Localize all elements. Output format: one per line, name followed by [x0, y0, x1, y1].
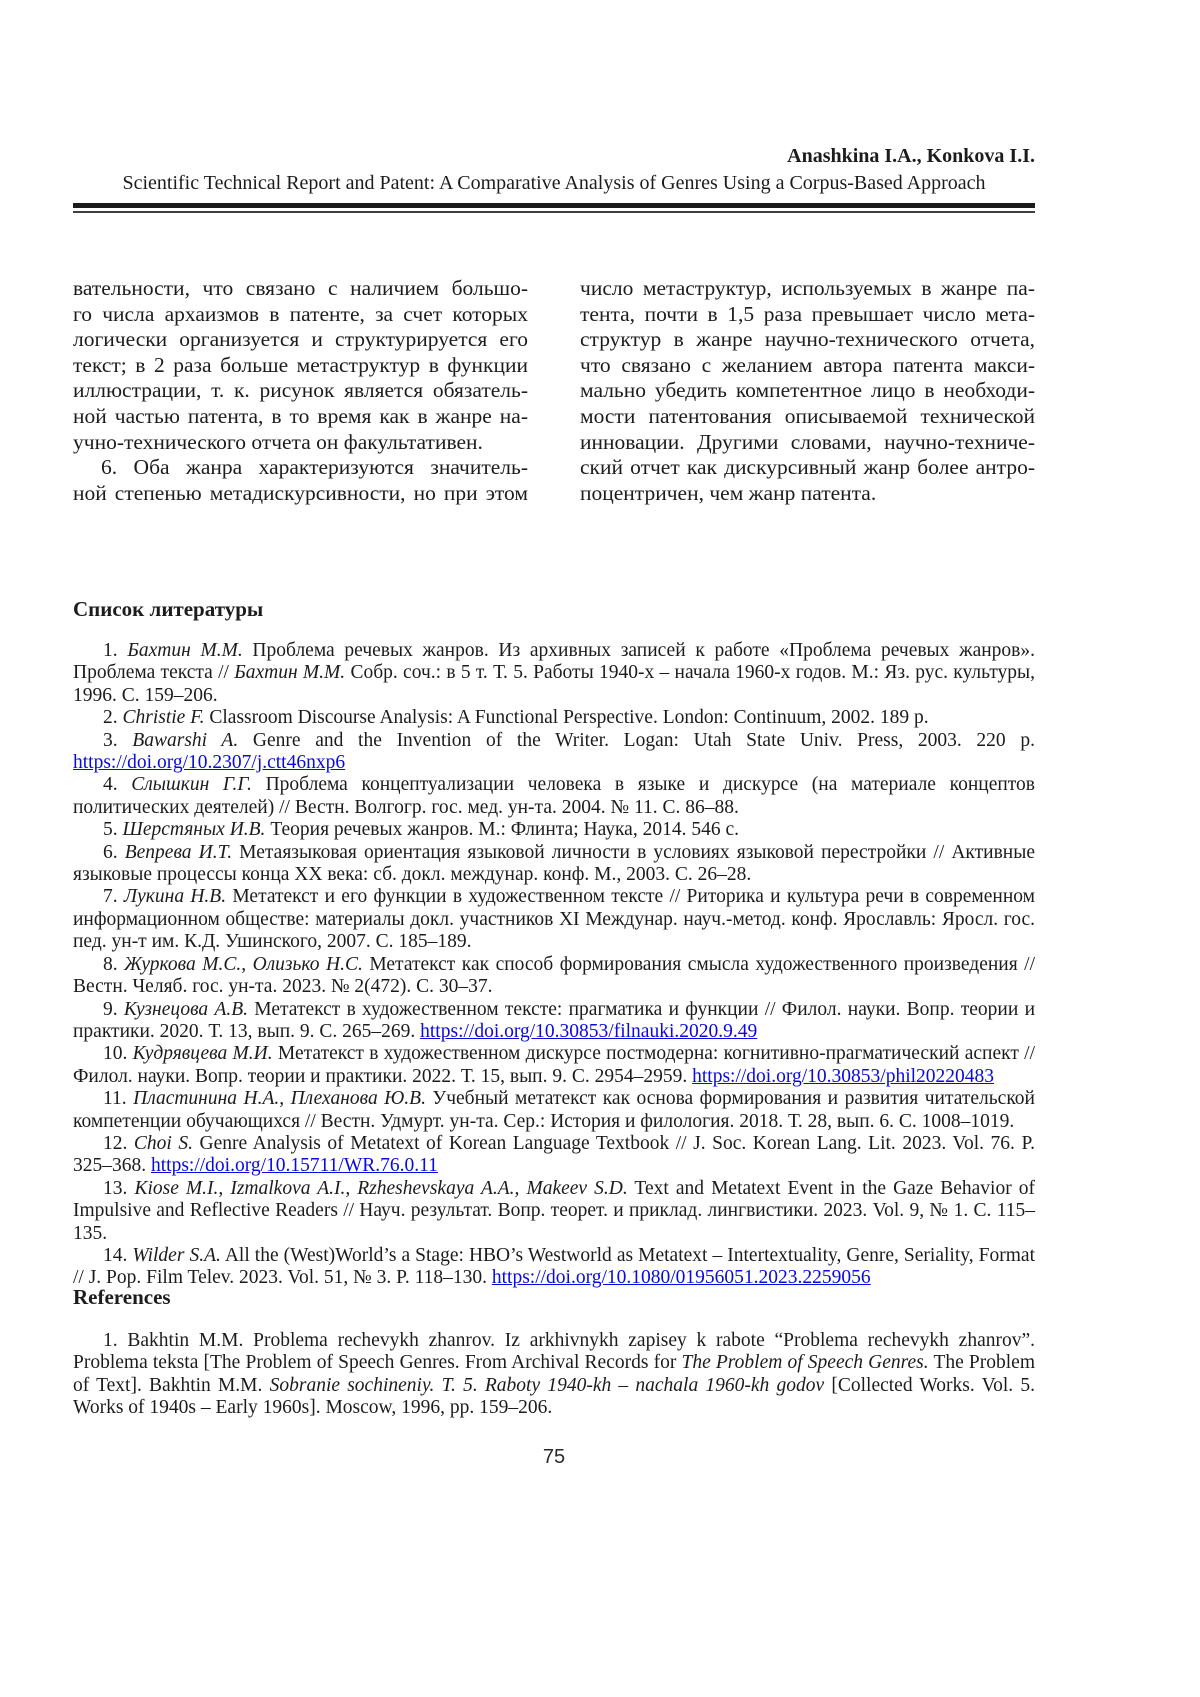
page-number: 75: [542, 1446, 566, 1468]
reference-item: [73, 886, 1035, 953]
reference-text: 14.: [103, 1244, 133, 1266]
reference-text: Text and Metatext Event in the Gaze Behavior of Impulsive and Reflective Readers // Науч. результат. Вопр. теорет. и приклад. лингвистики. 2023. Vol. 9, № 1. С. 115–135.: [73, 1177, 1035, 1244]
reference-item: [73, 954, 1035, 999]
body-line: учно-технического отчета он факультативен.: [73, 429, 483, 454]
body-line: иллюстрации, т. к. рисунок является обязатель-: [73, 378, 528, 403]
references-en-list: [73, 1330, 1035, 1420]
doi-link[interactable]: https://doi.org/10.15711/WR.76.0.11: [151, 1155, 438, 1177]
body-line: вательности, что связано с наличием большо-: [73, 276, 528, 300]
body-line: мости патентования описываемой технической: [580, 403, 1035, 428]
reference-text: Genre and the Invention of the Writer. Logan: Utah State Univ. Press, 2003. 220 p.: [238, 729, 1035, 751]
reference-item: [73, 819, 1035, 841]
reference-text: Проблема концептуализации человека в языке и дискурсе (на материале концептов политических деятелей) // Вестн. Волгогр. гос. мед. ун-та. 2004. № 11. С. 86–88.: [73, 774, 1036, 818]
reference-text: 9.: [103, 998, 124, 1020]
reference-text: 1. Bakhtin M.M. Problema rechevykh zhanrov. Iz arkhivnykh zapisey k rabote “Problema rechevykh zhanrov”. Problema teksta [The Problem of Speech Genres. From Archival Records for: [73, 1330, 1035, 1374]
reference-authors: The Problem of Speech Genres.: [681, 1352, 929, 1374]
header-rule-thin: [73, 211, 1035, 213]
header-authors: Anashkina I.A., Konkova I.I.: [787, 145, 1035, 167]
reference-item: [73, 640, 1035, 707]
body-line: инновации. Другими словами, научно-техниче-: [580, 429, 1035, 454]
reference-item: [73, 1245, 1035, 1290]
reference-item: [73, 707, 1035, 729]
reference-text: 6.: [103, 841, 125, 863]
reference-authors: Пластинина Н.А., Плеханова Ю.В.: [133, 1088, 426, 1110]
doi-link[interactable]: https://doi.org/10.1080/01956051.2023.2259056: [491, 1267, 871, 1289]
reference-text: 12.: [103, 1132, 134, 1154]
reference-authors: Бахтин М.М.: [234, 662, 346, 684]
reference-text: 2.: [103, 707, 123, 729]
references-ru-heading: Список литературы: [73, 597, 264, 621]
reference-text: Метатекст как способ формирования смысла художественного произведения // Вестн. Челяб. гос. ун-та. 2023. № 2(472). С. 30–37.: [73, 953, 1035, 998]
reference-text: Метатекст и его функции в художественном тексте // Риторика и культура речи в современном информационном обществе: материалы докл. участников XI Междунар. науч.-метод. конф. Ярославль: Яросл. гос. пед. ун-т им. К.Д. Ушинского, 2007. С. 185–189.: [73, 886, 1036, 953]
reference-text: Теория речевых жанров. М.: Флинта; Наука, 2014. 546 с.: [265, 819, 739, 841]
reference-authors: Kiose M.I., Izmalkova A.I., Rzheshevskaya A.A., Makeev S.D.: [134, 1177, 628, 1199]
body-line: логически организуется и структурируется его: [73, 327, 528, 352]
doi-link[interactable]: https://doi.org/10.30853/phil20220483: [692, 1065, 995, 1087]
reference-text: Учебный метатекст как основа формирования и развития читательской компетенции обучающихся // Вестн. Удмурт. ун-та. Сер.: История и филология. 2018. Т. 28, вып. 6. С. 1008–1019.: [73, 1088, 1035, 1132]
reference-text: Метатекст в художественном тексте: прагматика и функции // Филол. науки. Вопр. теории и практики. 2020. Т. 13, вып. 9. С. 265–269.: [73, 998, 1036, 1042]
body-text-columns: [73, 276, 1035, 506]
body-line: тента, почти в 1,5 раза превышает число мета-: [580, 301, 1035, 326]
header-title: Scientific Technical Report and Patent: A Comparative Analysis of Genres Using a Corpus-Based Approach: [122, 172, 986, 194]
reference-item: [73, 1133, 1035, 1178]
body-line: ной степенью метадискурсивности, но при этом: [73, 480, 528, 505]
reference-text: [Collected Works. Vol. 5. Works of 1940s – Early 1960s]. Moscow, 1996, pp. 159–206.: [73, 1374, 1035, 1419]
doi-link[interactable]: https://doi.org/10.2307/j.ctt46nxp6: [73, 752, 346, 774]
reference-authors: Журкова М.С., Олизько Н.С.: [124, 953, 363, 975]
body-line: 6. Оба жанра характеризуются значитель-: [101, 455, 528, 480]
reference-text: Genre Analysis of Metatext of Korean Language Textbook // J. Soc. Korean Lang. Lit. 2023. Vol. 76. P. 325–368.: [73, 1132, 1036, 1177]
body-line: го числа архаизмов в патенте, за счет которых: [73, 301, 528, 326]
reference-text: The Problem of Text]. Bakhtin M.M.: [73, 1352, 1035, 1396]
reference-text: 4.: [103, 774, 132, 796]
body-line: структур в жанре научно-технического отчета,: [580, 327, 1035, 352]
reference-authors: Choi S.: [133, 1132, 194, 1154]
reference-text: Classroom Discourse Analysis: A Functional Perspective. London: Continuum, 2002. 189 p.: [204, 707, 929, 729]
reference-text: Проблема речевых жанров. Из архивных записей к работе «Проблема речевых жанров». Проблема текста //: [73, 640, 1036, 684]
references-en-heading: References: [73, 1285, 171, 1309]
reference-item: [73, 1178, 1035, 1245]
header-rule-thick: [73, 203, 1035, 208]
body-line: поцентричен, чем жанр патента.: [580, 480, 877, 505]
reference-authors: Wilder S.A.: [132, 1244, 221, 1266]
reference-text: Собр. соч.: в 5 т. Т. 5. Работы 1940-х – начала 1960-х годов. М.: Яз. рус. культуры, 1996. С. 159–206.: [73, 662, 1036, 706]
body-line: ной частью патента, в то время как в жанре на-: [73, 403, 528, 428]
doi-link[interactable]: https://doi.org/10.30853/filnauki.2020.9.49: [420, 1020, 758, 1042]
reference-text: 7.: [103, 886, 124, 908]
body-column-right: [580, 276, 1035, 506]
reference-authors: Слышкин Г.Г.: [131, 774, 252, 796]
reference-text: 8.: [103, 953, 125, 975]
reference-authors: Bawarshi A.: [132, 729, 239, 751]
references-ru-list: [73, 640, 1035, 1290]
reference-authors: Вепрева И.Т.: [124, 841, 233, 863]
reference-item: [73, 774, 1035, 819]
reference-text: 11.: [103, 1088, 134, 1110]
body-line: текст; в 2 раза больше метаструктур в функции: [73, 352, 528, 377]
reference-authors: Кудрявцева М.И.: [132, 1043, 273, 1065]
reference-authors: Лукина Н.В.: [123, 886, 227, 908]
body-line: число метаструктур, используемых в жанре па-: [580, 276, 1035, 300]
reference-authors: Sobranie sochineniy. T. 5. Raboty 1940-kh – nachala 1960-kh godov: [269, 1374, 825, 1396]
reference-text: 13.: [103, 1177, 135, 1199]
body-line: что связано с желанием автора патента макси-: [580, 352, 1035, 377]
reference-text: All the (West)World’s a Stage: HBO’s Westworld as Metatext – Intertextuality, Genre, Seriality, Format // J. Pop. Film Telev. 2023. Vol. 51, № 3. P. 118–130.: [73, 1244, 1035, 1289]
reference-item: [73, 1330, 1035, 1420]
body-column-left: [73, 276, 528, 506]
body-line: ский отчет как дискурсивный жанр более антро-: [580, 455, 1035, 480]
reference-authors: Бахтин М.М.: [127, 640, 243, 661]
reference-authors: Кузнецова А.В.: [123, 998, 249, 1020]
body-line: мально убедить компетентное лицо в необходи-: [580, 378, 1035, 403]
reference-text: Метатекст в художественном дискурсе постмодерна: когнитивно-прагматический аспект // Филол. науки. Вопр. теории и практики. 2022. Т. 15, вып. 9. С. 2954–2959.: [73, 1043, 1036, 1087]
reference-item: [73, 842, 1035, 887]
reference-text: 5.: [103, 819, 123, 841]
reference-authors: Christie F.: [122, 707, 205, 729]
reference-text: 10.: [103, 1043, 133, 1065]
reference-item: [73, 1088, 1035, 1133]
reference-item: [73, 1043, 1035, 1088]
reference-text: Метаязыковая ориентация языковой личности в условиях языковой перестройки // Активные языковые процессы конца XX века: сб. докл. междунар. конф. М., 2003. С. 26–28.: [73, 841, 1035, 886]
reference-authors: Шерстяных И.В.: [122, 819, 266, 841]
reference-item: [73, 730, 1035, 775]
reference-text: 1.: [103, 640, 128, 661]
reference-text: 3.: [103, 729, 133, 751]
reference-item: [73, 999, 1035, 1044]
